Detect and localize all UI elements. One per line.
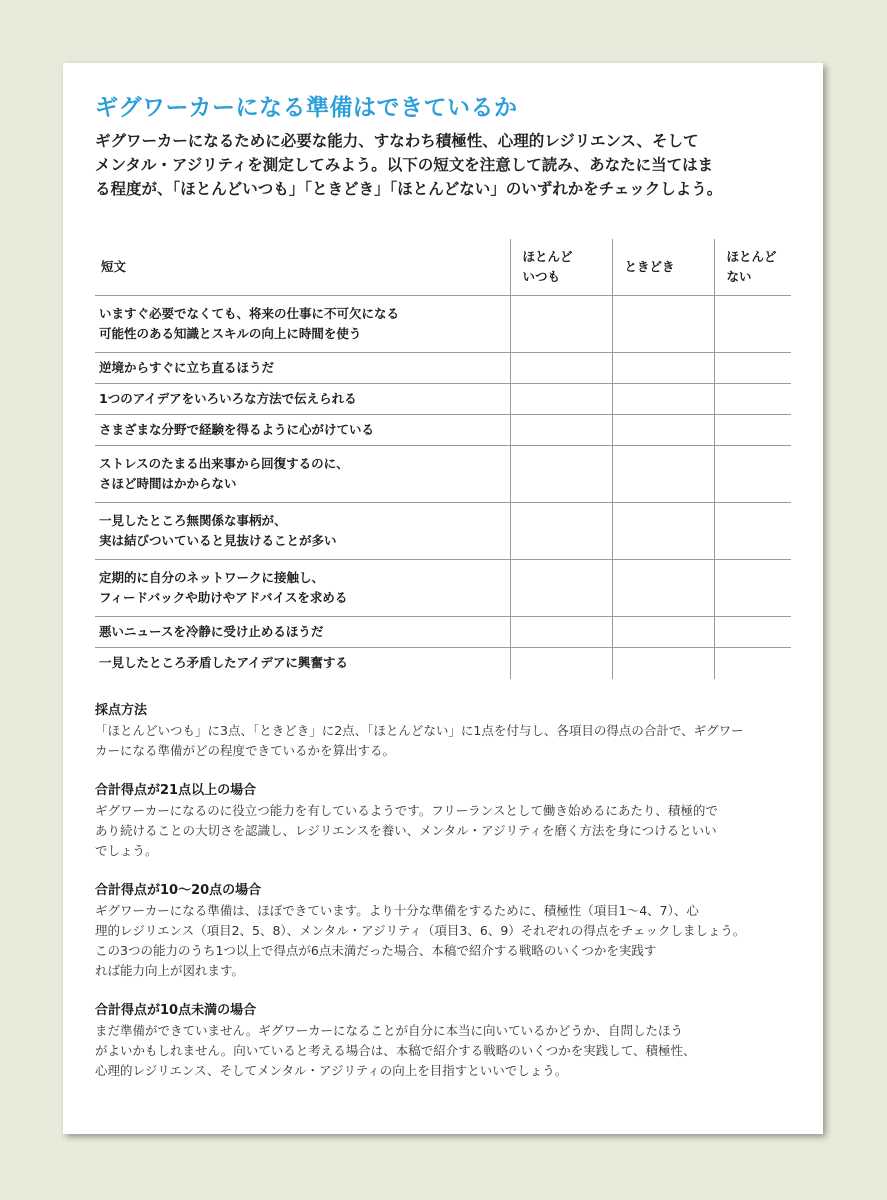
check-rarely[interactable]: [714, 296, 791, 353]
check-rarely[interactable]: [714, 384, 791, 415]
table-row: [95, 446, 791, 503]
section-heading: 合計得点が21点以上の場合: [95, 782, 257, 798]
statement-cell: [95, 353, 510, 384]
check-almost-always[interactable]: [510, 503, 612, 560]
check-rarely[interactable]: [714, 415, 791, 446]
check-rarely[interactable]: [714, 353, 791, 384]
page-title: ギグワーカーになる準備はできているか: [95, 95, 518, 121]
statement-cell: [95, 617, 510, 648]
table-row: [95, 384, 791, 415]
intro-line: ギグワーカーになるために必要な能力、すなわち積極性、心理的レジリエンス、そして: [95, 132, 699, 150]
table-header-row: [95, 239, 791, 296]
section-line: がよいかもしれません。向いていると考える場合は、本稿で紹介する戦略のいくつかを実践して、積極性、: [95, 1042, 696, 1058]
check-almost-always[interactable]: [510, 648, 612, 679]
statement-cell: [95, 415, 510, 446]
statement-line: 可能性のある知識とスキルの向上に時間を使う: [99, 326, 362, 341]
section-heading: 合計得点が10点未満の場合: [95, 1002, 257, 1018]
check-sometimes[interactable]: [612, 353, 714, 384]
statement-line: 実は結びついていると見抜けることが多い: [99, 533, 337, 548]
check-sometimes[interactable]: [612, 415, 714, 446]
statement-cell: [95, 648, 510, 679]
section-line: でしょう。: [95, 842, 158, 858]
statement-cell: [95, 503, 510, 560]
header-sometimes: ときどき: [612, 239, 714, 296]
section-line: この3つの能力のうち1つ以上で得点が6点未満だった場合、本稿で紹介する戦略のいくつかを実践す: [95, 942, 657, 958]
header-rarely-line: ほとんど: [726, 249, 777, 264]
check-sometimes[interactable]: [612, 648, 714, 679]
check-almost-always[interactable]: [510, 617, 612, 648]
section-line: 「ほとんどいつも」に3点、「ときどき」に2点、「ほとんどない」に1点を付与し、各項目の得点の合計で、ギグワー: [95, 722, 744, 738]
statement-line: 一見したところ矛盾したアイデアに興奮する: [99, 655, 348, 671]
statement-cell: [95, 384, 510, 415]
check-sometimes[interactable]: [612, 296, 714, 353]
header-statement: 短文: [95, 239, 510, 296]
statement-line: 一見したところ無関係な事柄が、: [99, 513, 287, 528]
table-row: [95, 648, 791, 679]
statement-line: さほど時間はかからない: [99, 476, 237, 491]
check-almost-always[interactable]: [510, 353, 612, 384]
check-sometimes[interactable]: [612, 446, 714, 503]
intro-text: [95, 129, 791, 201]
section-heading: 採点方法: [95, 702, 148, 718]
checklist-table: [95, 239, 791, 679]
check-almost-always[interactable]: [510, 415, 612, 446]
statement-line: ストレスのたまる出来事から回復するのに、: [99, 456, 349, 471]
section-line: 心理的レジリエンス、そしてメンタル・アジリティの向上を目指すといいでしょう。: [95, 1062, 568, 1078]
section-line: あり続けることの大切さを認識し、レジリエンスを養い、メンタル・アジリティを磨く方法を身につけるといい: [95, 822, 717, 838]
table-row: [95, 415, 791, 446]
intro-line: メンタル・アジリティを測定してみよう。以下の短文を注意して読み、あなたに当てはま: [95, 156, 714, 174]
section-line: 理的レジリエンス（項目2、5、8）、メンタル・アジリティ（項目3、6、9）それぞれの得点をチェックしましょう。: [95, 922, 746, 938]
scoring-section: [95, 701, 791, 1081]
header-rarely: [714, 239, 791, 296]
statement-cell: [95, 446, 510, 503]
scoring-method: [95, 701, 791, 761]
section-line: ギグワーカーになる準備は、ほぼできています。より十分な準備をするために、積極性（項目1～4、7）、心: [95, 902, 699, 918]
section-line: まだ準備ができていません。ギグワーカーになることが自分に本当に向いているかどうか、自問したほう: [95, 1022, 684, 1038]
table-row: [95, 560, 791, 617]
self-assessment-card: [63, 63, 823, 1134]
table-row: [95, 617, 791, 648]
score-10-20: [95, 881, 791, 981]
statement-line: 定期的に自分のネットワークに接触し、: [99, 570, 325, 585]
table-row: [95, 353, 791, 384]
check-sometimes[interactable]: [612, 560, 714, 617]
statement-line: 1つのアイデアをいろいろな方法で伝えられる: [99, 391, 357, 406]
section-line: カーになる準備がどの程度できているかを算出する。: [95, 742, 396, 758]
check-almost-always[interactable]: [510, 446, 612, 503]
check-rarely[interactable]: [714, 648, 791, 679]
section-line: れば能力向上が図れます。: [95, 962, 245, 978]
check-rarely[interactable]: [714, 446, 791, 503]
score-21-plus: [95, 781, 791, 861]
check-almost-always[interactable]: [510, 560, 612, 617]
header-almost-always-line: ほとんど: [522, 249, 573, 264]
check-sometimes[interactable]: [612, 384, 714, 415]
statement-line: さまざまな分野で経験を得るように心がけている: [99, 422, 375, 437]
check-almost-always[interactable]: [510, 296, 612, 353]
intro-line: る程度が、「ほとんどいつも」「ときどき」「ほとんどない」のいずれかをチェックしよう。: [95, 180, 723, 198]
check-rarely[interactable]: [714, 560, 791, 617]
statement-cell: [95, 296, 510, 353]
statement-line: いますぐ必要でなくても、将来の仕事に不可欠になる: [99, 306, 400, 321]
table-row: [95, 503, 791, 560]
check-sometimes[interactable]: [612, 503, 714, 560]
score-under-10: [95, 1001, 791, 1081]
table-row: [95, 296, 791, 353]
check-rarely[interactable]: [714, 503, 791, 560]
statement-line: 逆境からすぐに立ち直るほうだ: [99, 360, 275, 375]
statement-cell: [95, 560, 510, 617]
header-almost-always: [510, 239, 612, 296]
header-rarely-line: ない: [726, 269, 752, 284]
section-heading: 合計得点が10～20点の場合: [95, 882, 262, 898]
check-sometimes[interactable]: [612, 617, 714, 648]
header-almost-always-line: いつも: [522, 269, 561, 284]
check-rarely[interactable]: [714, 617, 791, 648]
check-almost-always[interactable]: [510, 384, 612, 415]
section-line: ギグワーカーになるのに役立つ能力を有しているようです。フリーランスとして働き始めるにあたり、積極的で: [95, 802, 718, 818]
statement-line: フィードバックや助けやアドバイスを求める: [99, 590, 348, 605]
statement-line: 悪いニュースを冷静に受け止めるほうだ: [99, 624, 324, 639]
